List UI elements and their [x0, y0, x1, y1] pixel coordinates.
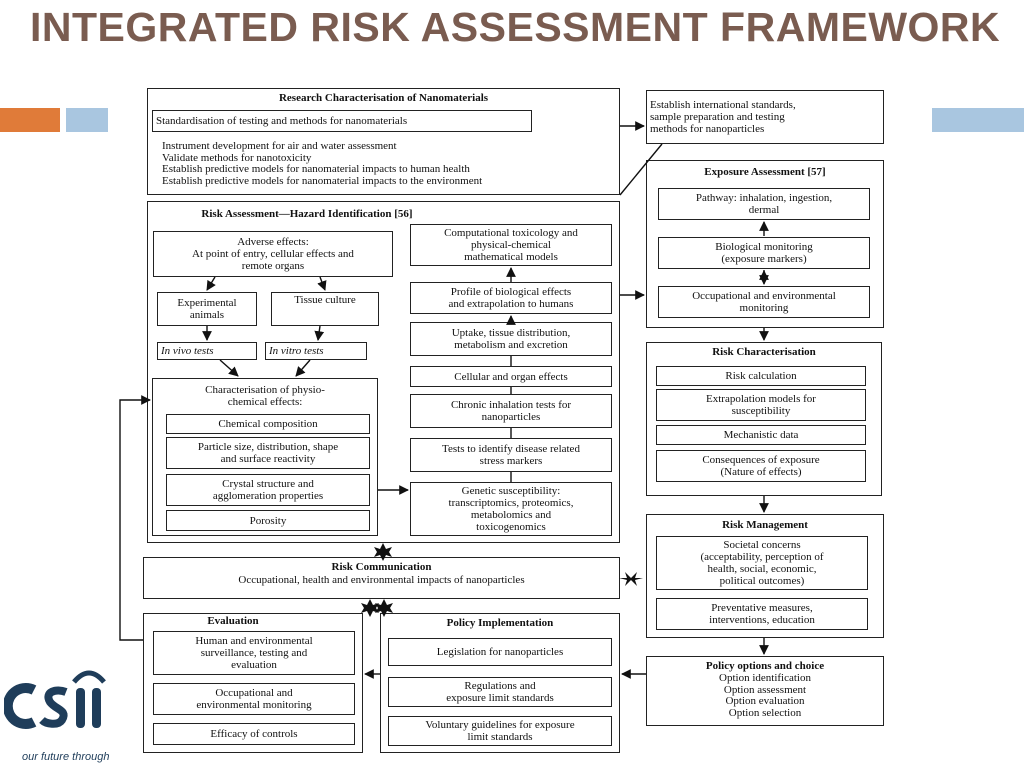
in-vitro-tests-box: In vitro tests: [265, 342, 367, 360]
policy-options-items: Option identification Option assessment Option evaluation Option selection: [719, 672, 811, 719]
exposure-header: Exposure Assessment [57]: [704, 166, 826, 178]
computational-toxicology-box: Computational toxicology and physical-chemical mathematical models: [410, 224, 612, 266]
hazard-header: Risk Assessment—Hazard Identification [56]: [201, 208, 413, 220]
risk-management-header: Risk Management: [722, 519, 808, 531]
disease-stress-markers-box: Tests to identify disease related stress markers: [410, 438, 612, 472]
societal-concerns-box: Societal concerns (acceptability, perception of health, social, economic, political outcomes): [656, 536, 868, 590]
risk-communication-text: Occupational, health and environmental impacts of nanoparticles: [238, 574, 525, 586]
risk-communication-header: Risk Communication: [331, 561, 432, 573]
porosity-box: Porosity: [166, 510, 370, 531]
voluntary-guidelines-box: Voluntary guidelines for exposure limit standards: [388, 716, 612, 746]
research-items: Instrument development for air and water assessment Validate methods for nanotoxicity Establish predictive models for nanomaterial impacts to human health Establish predictive models for nanomaterial impacts to the environment: [162, 140, 483, 187]
arrow-adverse-to-experimental: [207, 277, 215, 290]
crystal-structure-box: Crystal structure and agglomeration properties: [166, 474, 370, 506]
genetic-susceptibility-box: Genetic susceptibility: transcriptomics, proteomics, metabolomics and toxicogenomics: [410, 482, 612, 536]
arrow-invivo-to-char: [220, 360, 238, 376]
arrow-invitro-to-char: [296, 360, 310, 376]
tissue-culture-box: Tissue culture: [271, 292, 379, 326]
legislation-box: Legislation for nanoparticles: [388, 638, 612, 666]
arrow-evaluation-feedback: [120, 400, 150, 640]
arrow-tissue-to-invitro: [318, 326, 320, 340]
slide-title: INTEGRATED RISK ASSESSMENT FRAMEWORK: [30, 4, 1001, 50]
experimental-animals-box: Experimental animals: [157, 292, 257, 326]
risk-characterisation-header: Risk Characterisation: [712, 346, 816, 358]
policy-options-header: Policy options and choice: [705, 660, 825, 672]
evaluation-monitoring-box: Occupational and environmental monitoring: [153, 683, 355, 715]
uptake-distribution-box: Uptake, tissue distribution, metabolism and excretion: [410, 322, 612, 356]
policy-implementation-header: Policy Implementation: [446, 617, 554, 629]
extrapolation-models-box: Extrapolation models for susceptibility: [656, 389, 866, 421]
starburst-communication-riskmgmt: [619, 572, 643, 586]
adverse-effects-box: Adverse effects: At point of entry, cellular effects and remote organs: [153, 231, 393, 277]
efficacy-controls-box: Efficacy of controls: [153, 723, 355, 745]
chemical-composition-box: Chemical composition: [166, 414, 370, 434]
surveillance-box: Human and environmental surveillance, testing and evaluation: [153, 631, 355, 675]
csil-logo: [4, 668, 116, 738]
chronic-inhalation-box: Chronic inhalation tests for nanoparticles: [410, 394, 612, 428]
consequences-exposure-box: Consequences of exposure (Nature of effects): [656, 450, 866, 482]
international-standards-box: Establish international standards, sample preparation and testing methods for nanoparticles: [646, 90, 884, 144]
particle-size-box: Particle size, distribution, shape and surface reactivity: [166, 437, 370, 469]
characterisation-label: Characterisation of physio- chemical effects:: [205, 384, 325, 408]
occupational-monitoring-box: Occupational and environmental monitoring: [658, 286, 870, 318]
starburst-hazard-communication: [374, 543, 392, 561]
evaluation-header: Evaluation: [207, 615, 259, 627]
standardisation-box: Standardisation of testing and methods for nanomaterials: [152, 110, 532, 132]
research-header: Research Characterisation of Nanomaterials: [278, 92, 489, 104]
regulations-box: Regulations and exposure limit standards: [388, 677, 612, 707]
in-vivo-tests-box: In vivo tests: [157, 342, 257, 360]
logo-tagline: our future through: [22, 751, 110, 763]
arrow-adverse-to-tissue: [320, 277, 325, 290]
starburst-communication-policy: [361, 599, 379, 617]
cellular-organ-effects-box: Cellular and organ effects: [410, 366, 612, 387]
pathway-box: Pathway: inhalation, ingestion, dermal: [658, 188, 870, 220]
preventative-measures-box: Preventative measures, interventions, education: [656, 598, 868, 630]
starburst-communication-policy-2: [375, 599, 393, 617]
risk-calculation-box: Risk calculation: [656, 366, 866, 386]
biological-monitoring-box: Biological monitoring (exposure markers): [658, 237, 870, 269]
line-research-to-exposure: [620, 144, 662, 195]
profile-biological-effects-box: Profile of biological effects and extrapolation to humans: [410, 282, 612, 314]
mechanistic-data-box: Mechanistic data: [656, 425, 866, 445]
